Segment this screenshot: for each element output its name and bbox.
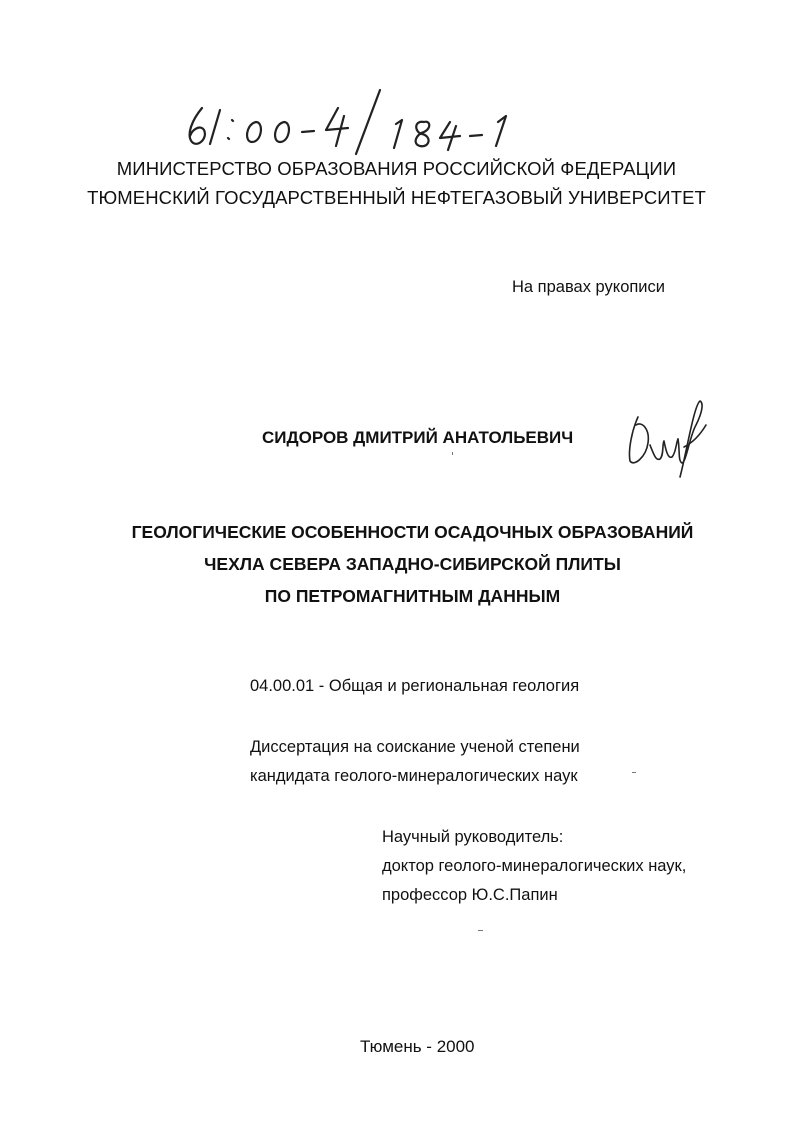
dissertation-title-line-3: ПО ПЕТРОМАГНИТНЫМ ДАННЫМ [264, 586, 561, 606]
supervisor-name: профессор Ю.С.Папин [382, 886, 558, 904]
ministry-heading: МИНИСТЕРСТВО ОБРАЗОВАНИЯ РОССИЙСКОЙ ФЕДЕРАЦИИ [116, 158, 677, 179]
scan-speck [632, 772, 636, 773]
university-heading: ТЮМЕНСКИЙ ГОСУДАРСТВЕННЫЙ НЕФТЕГАЗОВЫЙ УНИВЕРСИТЕТ [87, 187, 706, 208]
specialty-code: 04.00.01 - Общая и региональная геология [250, 677, 580, 695]
scan-speck [452, 452, 453, 455]
handwritten-archive-number [180, 80, 540, 160]
author-signature [620, 395, 720, 480]
degree-line-2: кандидата геолого-минералогических наук [250, 767, 578, 785]
city-year: Тюмень - 2000 [360, 1037, 475, 1056]
supervisor-degree: доктор геолого-минералогических наук, [382, 857, 687, 875]
manuscript-rights-note: На правах рукописи [512, 278, 665, 296]
supervisor-label: Научный руководитель: [382, 828, 564, 846]
degree-line-1: Диссертация на соискание ученой степени [250, 738, 580, 756]
dissertation-title-line-1: ГЕОЛОГИЧЕСКИЕ ОСОБЕННОСТИ ОСАДОЧНЫХ ОБРАЗОВАНИЙ [131, 522, 694, 542]
dissertation-title-line-2: ЧЕХЛА СЕВЕРА ЗАПАДНО-СИБИРСКОЙ ПЛИТЫ [204, 554, 621, 574]
author-name: СИДОРОВ ДМИТРИЙ АНАТОЛЬЕВИЧ [262, 428, 574, 447]
scan-speck [478, 930, 483, 931]
